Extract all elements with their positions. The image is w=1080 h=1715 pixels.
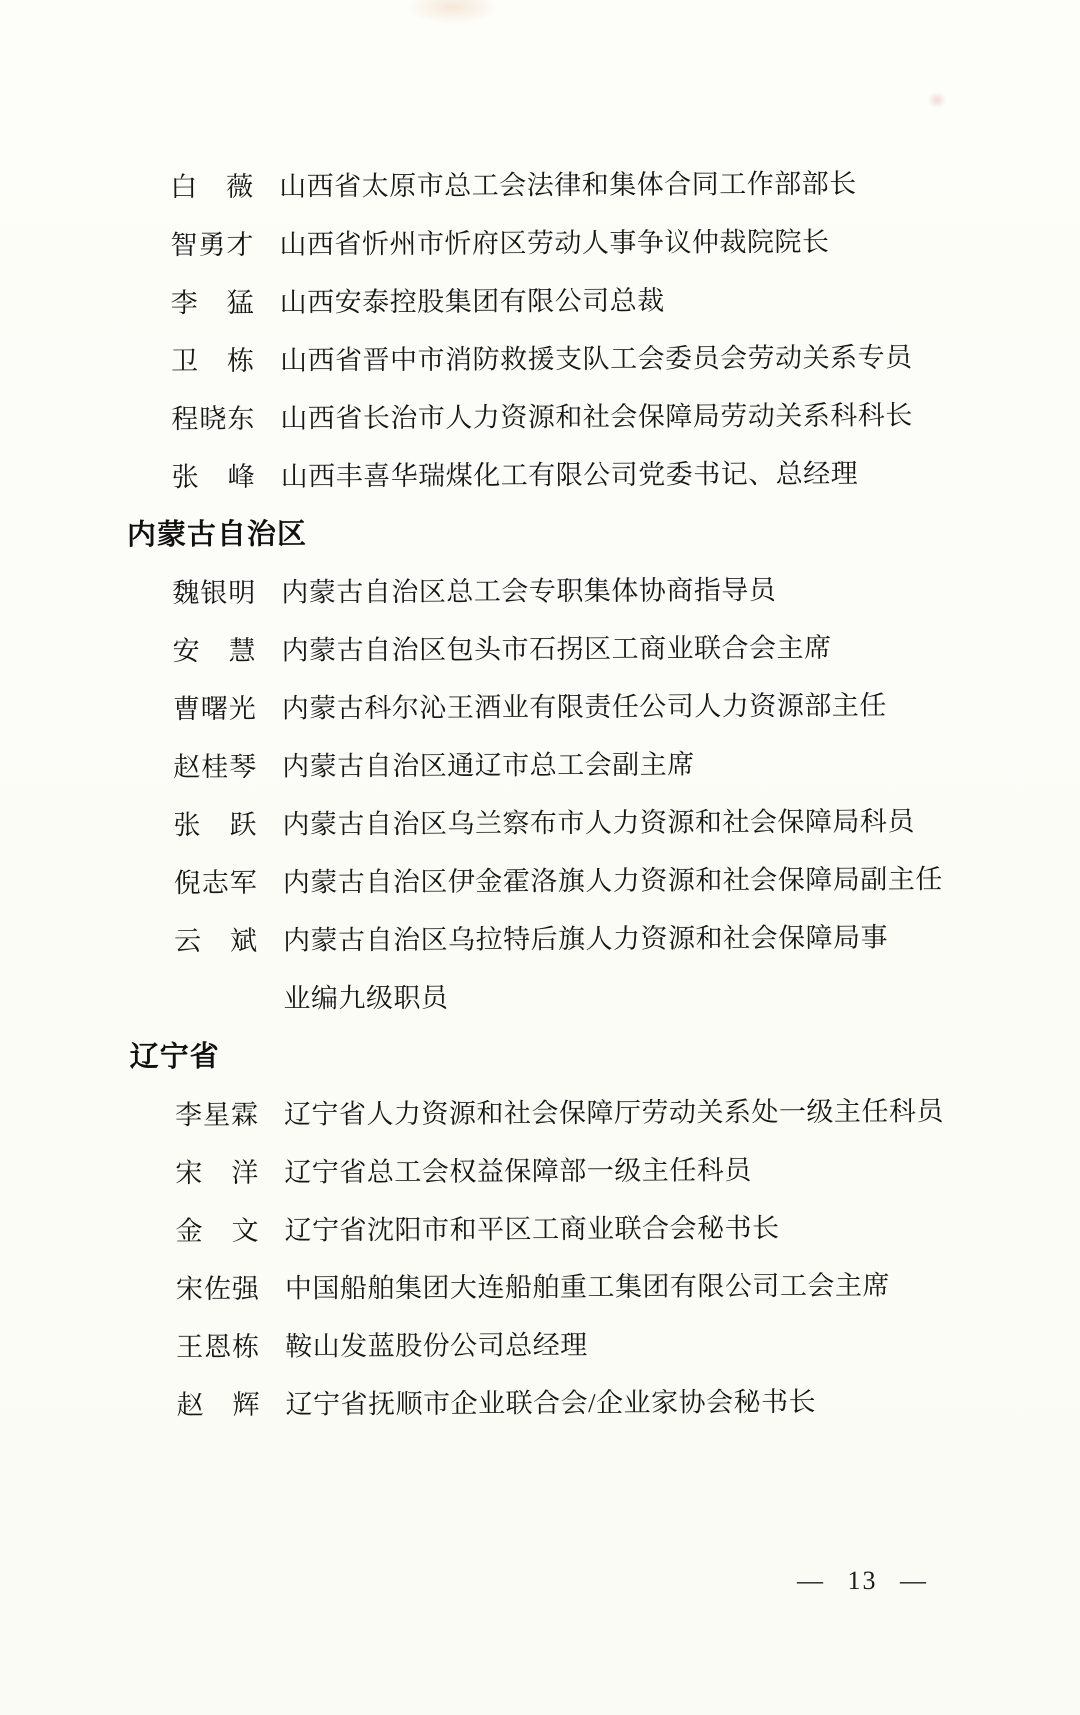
entry-title: 辽宁省总工会权益保障部一级主任科员 bbox=[284, 1155, 752, 1188]
roster-entry bbox=[171, 270, 1033, 333]
entry-title: 内蒙古自治区通辽市总工会副主席 bbox=[282, 749, 695, 782]
entry-name: 赵桂琴 bbox=[173, 751, 258, 783]
province-section bbox=[127, 502, 1037, 1029]
roster-entry bbox=[170, 212, 1032, 275]
entry-name: 云 斌 bbox=[174, 925, 259, 957]
roster-entry bbox=[174, 908, 1037, 1029]
section-header: 内蒙古自治区 bbox=[126, 518, 308, 552]
entry-name: 赵 辉 bbox=[176, 1389, 261, 1421]
section-entries bbox=[125, 154, 1034, 507]
entry-title: 内蒙古自治区总工会专职集体协商指导员 bbox=[281, 574, 777, 608]
entry-title: 山西省长治市人力资源和社会保障局劳动关系科科长 bbox=[280, 400, 913, 434]
entry-name: 金 文 bbox=[175, 1215, 260, 1247]
roster-entry bbox=[171, 328, 1033, 391]
entry-name: 白 薇 bbox=[170, 171, 255, 203]
scan-smudge bbox=[408, 0, 498, 24]
entry-name: 王恩栋 bbox=[176, 1331, 261, 1363]
roster-entry bbox=[171, 386, 1033, 449]
entry-title: 山西丰喜华瑞煤化工有限公司党委书记、总经理 bbox=[280, 458, 859, 492]
entry-name: 卫 栋 bbox=[170, 345, 256, 377]
roster-entry bbox=[173, 734, 1035, 797]
entry-name: 魏银明 bbox=[172, 577, 257, 609]
province-section bbox=[125, 154, 1034, 507]
page-number: — 13 — bbox=[797, 1566, 928, 1595]
roster-entry bbox=[172, 618, 1034, 681]
scan-dot-artifact bbox=[928, 92, 946, 108]
roster-entry bbox=[175, 1082, 1037, 1145]
entry-name: 安 慧 bbox=[172, 635, 257, 667]
entry-title: 内蒙古自治区乌拉特后旗人力资源和社会保障局事 业编九级职员 bbox=[283, 922, 889, 1014]
roster-entry bbox=[173, 792, 1035, 855]
roster-entry bbox=[172, 444, 1034, 507]
entry-name: 李星霖 bbox=[174, 1099, 260, 1131]
province-section bbox=[130, 1024, 1039, 1435]
entry-title: 内蒙古自治区乌兰察布市人力资源和社会保障局科员 bbox=[282, 806, 916, 840]
roster-entry bbox=[172, 560, 1034, 623]
entry-title: 内蒙古自治区包头市石拐区工商业联合会主席 bbox=[281, 632, 832, 666]
entry-name: 张 峰 bbox=[171, 461, 256, 493]
entry-name: 宋佐强 bbox=[175, 1273, 261, 1305]
section-entries bbox=[130, 1082, 1039, 1435]
roster-entry bbox=[176, 1314, 1038, 1377]
roster bbox=[125, 154, 1039, 1435]
section-header: 辽宁省 bbox=[129, 1040, 220, 1074]
entry-name: 曹曙光 bbox=[172, 693, 257, 725]
roster-entry bbox=[174, 850, 1036, 913]
entry-name: 宋 洋 bbox=[175, 1157, 260, 1189]
roster-entry bbox=[173, 676, 1035, 739]
entry-name: 智勇才 bbox=[170, 229, 255, 261]
roster-entry bbox=[175, 1198, 1037, 1261]
roster-entry bbox=[170, 154, 1032, 217]
entry-title: 山西省晋中市消防救援支队工会委员会劳动关系专员 bbox=[279, 342, 913, 376]
entry-title: 辽宁省抚顺市企业联合会/企业家协会秘书长 bbox=[285, 1386, 817, 1420]
roster-entry bbox=[176, 1372, 1038, 1435]
entry-title: 辽宁省人力资源和社会保障厅劳动关系处一级主任科员 bbox=[283, 1096, 945, 1130]
entry-title: 内蒙古自治区伊金霍洛旗人力资源和社会保障局副主任 bbox=[282, 864, 943, 898]
entry-title: 山西省太原市总工会法律和集体合同工作部部长 bbox=[279, 168, 857, 202]
entry-title: 鞍山发蓝股份公司总经理 bbox=[285, 1329, 588, 1362]
entry-title: 中国船舶集团大连船舶重工集团有限公司工会主席 bbox=[284, 1270, 890, 1304]
entry-name: 张 跃 bbox=[173, 809, 258, 841]
entry-name: 程晓东 bbox=[171, 403, 256, 435]
roster-entry bbox=[175, 1140, 1037, 1203]
entry-title: 辽宁省沈阳市和平区工商业联合会秘书长 bbox=[284, 1212, 780, 1246]
section-entries bbox=[127, 560, 1036, 1029]
entry-title: 内蒙古科尔沁王酒业有限责任公司人力资源部主任 bbox=[281, 690, 887, 724]
entry-title: 山西省忻州市忻府区劳动人事争议仲裁院院长 bbox=[279, 226, 830, 260]
entry-name: 倪志军 bbox=[173, 867, 258, 899]
entry-title: 山西安泰控股集团有限公司总裁 bbox=[279, 285, 665, 318]
entry-name: 李 猛 bbox=[170, 287, 255, 319]
roster-entry bbox=[176, 1256, 1038, 1319]
